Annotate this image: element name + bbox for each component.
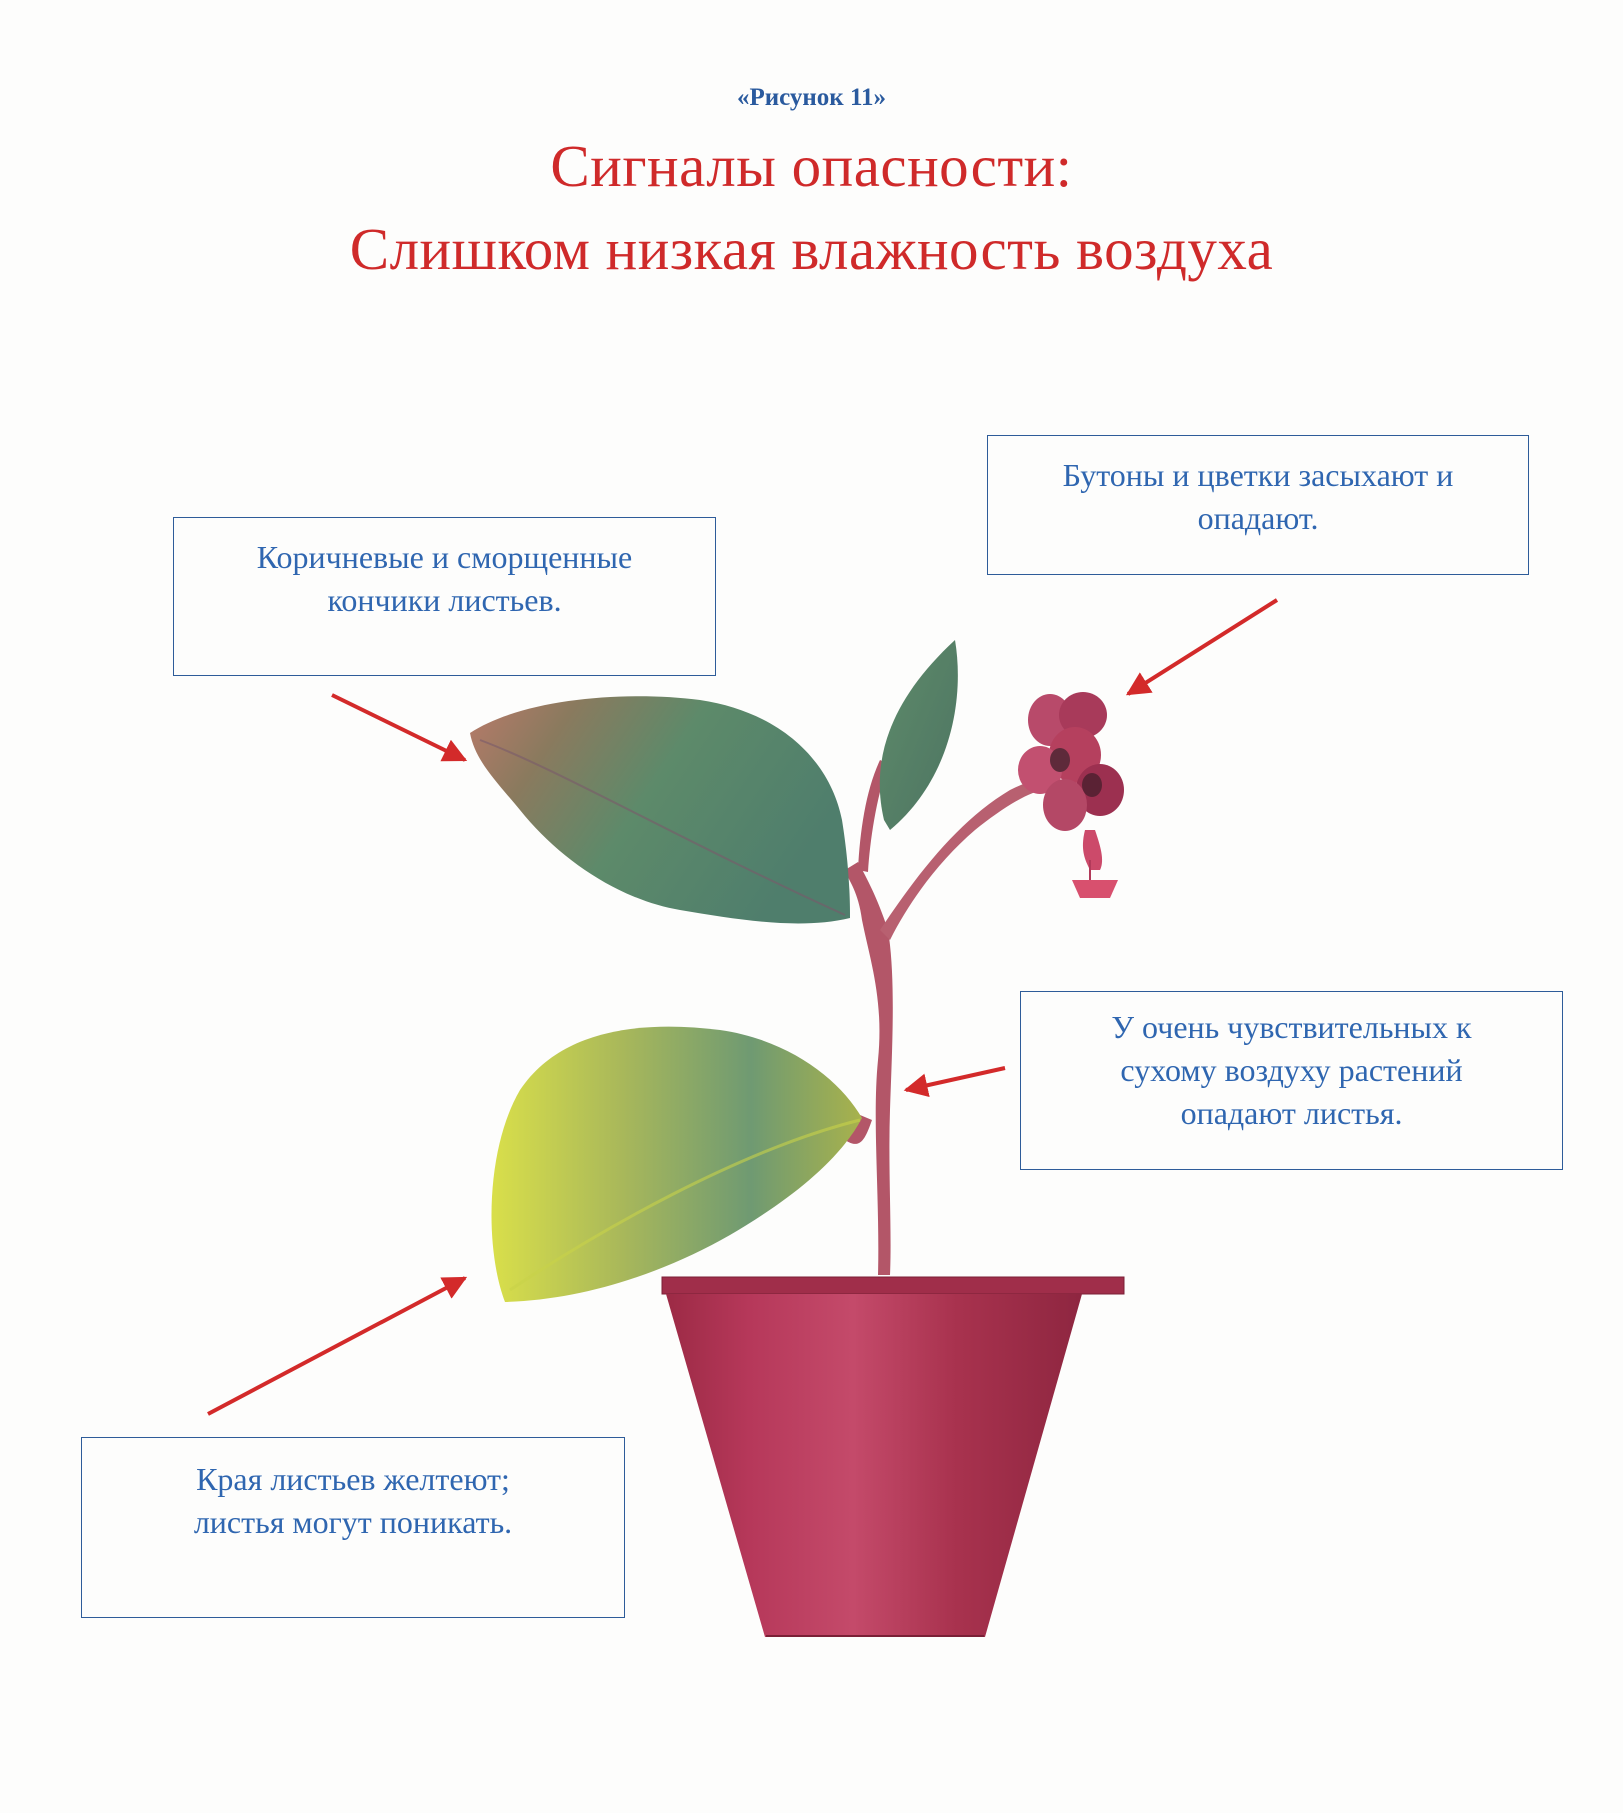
- upper-leaf: [470, 696, 850, 923]
- callout-brown-tips: [173, 517, 716, 676]
- pot-body: [666, 1294, 1082, 1637]
- title-line-2: Слишком низкая влажность воздуха: [349, 216, 1274, 282]
- callout-1-line-1: Коричневые и сморщенные: [256, 539, 633, 575]
- callout-3-line-1: У очень чувствительных к: [1111, 1009, 1472, 1045]
- callout-3-line-2: сухому воздуху растений: [1120, 1052, 1463, 1088]
- callout-leaves-drop: [1020, 991, 1563, 1170]
- arrow-flowers: [1128, 600, 1277, 694]
- figure-label: «Рисунок 11»: [736, 84, 887, 111]
- title-line-1: Сигналы опасности:: [550, 133, 1073, 199]
- callout-3-line-3: опадают листья.: [1180, 1095, 1403, 1131]
- callout-flowers-dry: [987, 435, 1529, 575]
- arrow-yellow-edges: [208, 1278, 465, 1414]
- callout-2-line-2: опадают.: [1197, 500, 1319, 536]
- callout-yellow-edges: [81, 1437, 625, 1618]
- callout-4-line-1: Края листьев желтеют;: [196, 1461, 510, 1497]
- callout-4-line-2: листья могут поникать.: [193, 1504, 513, 1540]
- callout-1-line-2: кончики листьев.: [327, 582, 562, 618]
- flower-cluster: [1018, 692, 1124, 898]
- pot-rim: [662, 1277, 1124, 1294]
- arrow-brown-tips: [332, 695, 465, 760]
- arrow-leaves-drop: [906, 1068, 1005, 1090]
- lower-leaf: [491, 1027, 862, 1302]
- small-leaf: [880, 640, 958, 830]
- callout-2-line-1: Бутоны и цветки засыхают и: [1062, 457, 1454, 493]
